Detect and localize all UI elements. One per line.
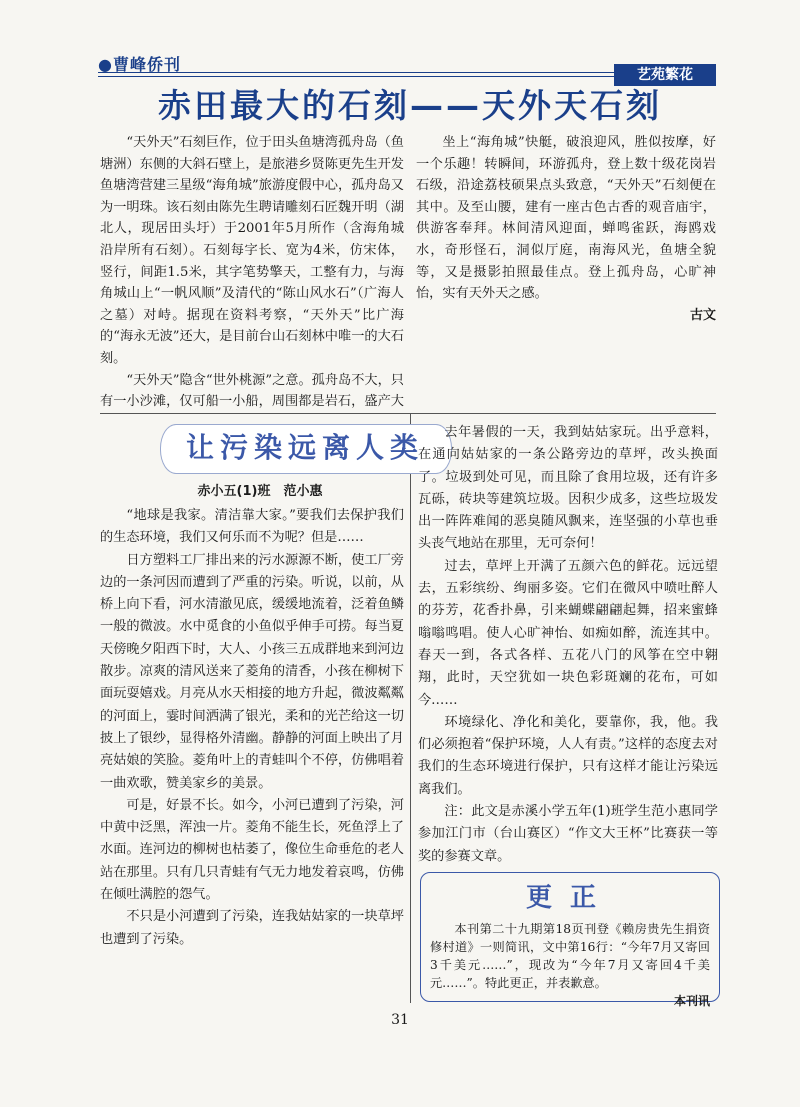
page-number: 31 [391,1012,409,1028]
article1-right-column [416,132,716,326]
article1-left-column [100,132,404,413]
article2-note: 注：此文是赤溪小学五年(1)班学生范小惠同学参加江门市（台山赛区）“作文大王杯”比赛获一等奖的参赛文章。 [418,804,718,864]
article2-right-column [418,422,718,868]
article2-paragraph: 不只是小河遭到了污染，连我姑姑家的一块草坪也遭到了污染。 [100,909,404,947]
article2-paragraph: 过去，草坪上开满了五颜六色的鲜花。远远望去，五彩缤纷、绚丽多姿。它们在微风中喷吐醉人的芬芳，花香扑鼻，引来蝴蝶翩翩起舞，招来蜜蜂嗡嗡鸣唱。使人心旷神怡、如痴如醉，流连其中。春天一到，各式各样、五花八门的风筝在空中翱翔，此时，天空犹如一块色彩斑斓的花布，可如今…… [418,558,718,708]
correction-title: 更正 [525,883,614,913]
article2-paragraph: 可是，好景不长。如今，小河已遭到了污染，河中黄中泛黑，浑浊一片。菱角不能生长，死鱼浮上了水面。连河边的柳树也枯萎了，像位生命垂危的老人站在那里。只有几只青蛙有气无力地发着哀鸣，仿佛在倾吐满腔的怨气。 [100,797,404,903]
article1-paragraph: “天外天”石刻巨作，位于田头鱼塘湾孤舟岛（鱼塘洲）东侧的大斜石壁上，是旅港乡贤陈更先生开发鱼塘湾营建三星级“海角城”旅游度假中心，孤舟岛又为一明珠。该石刻由陈先生聘请雕刻石匠魏开明（湖北人，现居田头圩）于2001年5月所作（含海角城沿岸所有石刻）。石刻每字长、宽为4米，仿宋体，竖行，间距1.5米，其字笔势擎天，工整有力，与海角城山上“一帆风顺”及清代的“陈山风水石”（广海人之墓）对峙。据现在资料考察，“天外天”比广海的“海永无波”还大，是目前台山石刻林中唯一的大石刻。 [100,135,404,366]
correction-sign: 本刊讯 [673,994,710,1008]
article2-title: 让污染远离人类 [185,431,424,464]
article1-paragraph: “天外天”隐含“世外桃源”之意。孤舟岛不大，只有一小沙滩，仅可船一小船，周围都是岩石，盛产大 [100,372,404,410]
article2-paragraph: 环境绿化、净化和美化，要靠你，我，他。我们必须抱着“保护环境，人人有责。”这样的态度去对我们的生态环境进行保护，只有这样才能让污染远离我们。 [418,714,718,797]
article1-author: 古文 [689,307,716,323]
section-divider [100,413,716,414]
article2-left-column [100,505,404,951]
section-tag: 艺苑繁花 [614,64,716,86]
correction-body [430,920,710,1010]
correction-text: 本刊第二十九期第18页刊登《赖房贵先生捐资修村道》一则简讯，文中第16行：“今年7月又寄回3千美元……”，现改为“今年7月又寄回4千美元……”。特此更正，并表歉意。 [430,922,710,990]
column-divider [410,413,411,1003]
article1-title: 赤田最大的石刻——天外天石刻 [158,86,662,125]
article2-paragraph: 日方塑料工厂排出来的污水源源不断，使工厂旁边的一条河因而遭到了严重的污染。听说，以前，从桥上向下看，河水清澈见底，缓缓地流着，泛着鱼鳞一般的微波。水中觅食的小鱼似乎伸手可捞。每当夏天傍晚夕阳西下时，大人、小孩三五成群地来到河边散步。凉爽的清风送来了菱角的清香，小孩在柳树下面玩耍嬉戏。月亮从水天相接的地方升起，微波粼粼的河面上，霎时间洒满了银光，柔和的光芒给这一切披上了银纱，显得格外清幽。静静的河面上映出了月亮姑娘的笑脸。菱角叶上的青蛙叫个不停，仿佛唱着一曲欢歌，赞美家乡的美景。 [100,552,404,791]
article1-paragraph: 坐上“海角城”快艇，破浪迎风，胜似按摩，好一个乐趣！转瞬间，环游孤舟，登上数十级花岗岩石级，沿途荔枝硕果点头致意，“天外天”石刻便在其中。及至山腰，建有一座古色古香的观音庙宇，供游客奉拜。林间清风迎面，蝉鸣雀跃，海鸥戏水，奇形怪石，洞似厅庭，南海风光，鱼塘全貌等，又是摄影拍照最佳点。登上孤舟岛，心旷神怡，实有天外天之感。 [416,135,716,302]
header-brand: ●曹峰侨刊 [98,55,181,74]
article2-paragraph: 去年暑假的一天，我到姑姑家玩。出乎意料，在通向姑姑家的一条公路旁边的草坪，改头换面了。垃圾到处可见，而且除了食用垃圾，还有许多瓦砾，砖块等建筑垃圾。因积少成多，这些垃圾发出一阵阵难闻的恶臭随风飘来，连坚强的小草也垂头丧气地站在那里，无可奈何！ [418,425,718,552]
article2-paragraph: “地球是我家。清洁靠大家。”要我们去保护我们的生态环境，我们又何乐而不为呢？但是…… [100,508,404,546]
article2-byline: 赤小五(1)班 范小惠 [197,484,323,499]
